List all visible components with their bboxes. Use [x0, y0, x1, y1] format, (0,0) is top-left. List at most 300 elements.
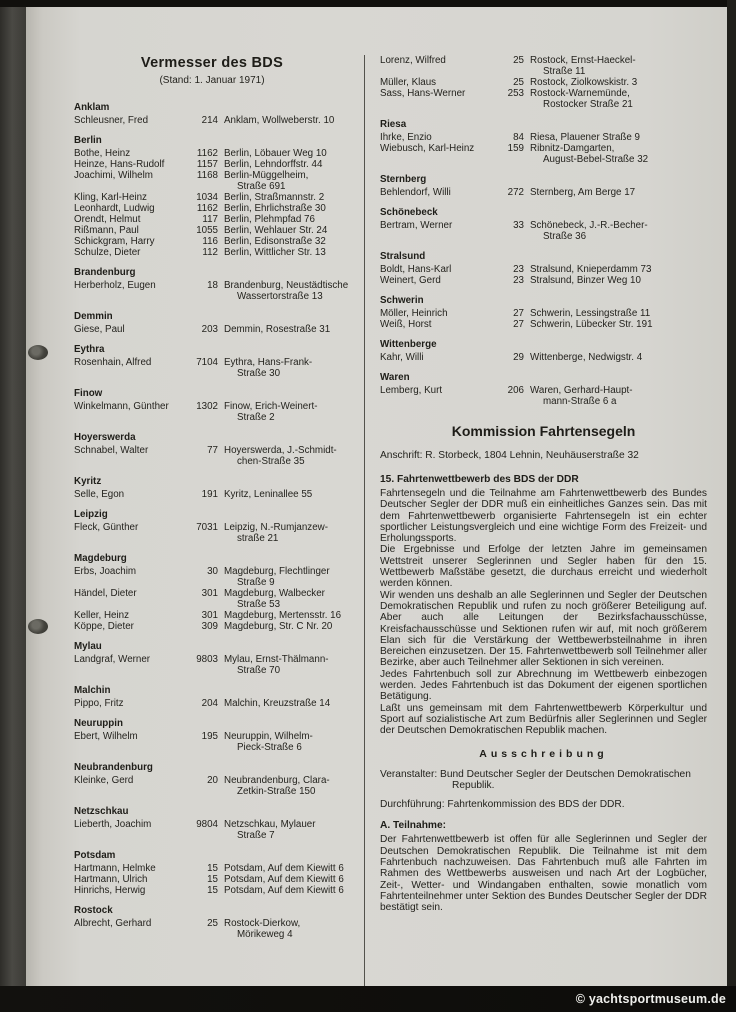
address-line: mann-Straße 6 a: [543, 396, 617, 407]
address-line: Magdeburg, Str. C Nr. 20: [224, 621, 333, 632]
address-line: Schönebeck, J.-R.-Becher-: [530, 220, 648, 231]
scan-left-edge: [0, 0, 27, 1012]
address: [224, 588, 350, 610]
person-name: Hinrichs, Herwig: [74, 885, 146, 896]
address: [224, 566, 350, 588]
address-line: Zetkin-Straße 150: [237, 786, 316, 797]
punch-hole: [28, 345, 48, 360]
address: [530, 220, 707, 242]
address-line: Berlin, Plehmpfad 76: [224, 214, 315, 225]
person-name: Albrecht, Gerhard: [74, 918, 152, 929]
address-line: Berlin, Wittlicher Str. 13: [224, 247, 326, 258]
city-heading: Eythra: [74, 344, 105, 355]
address-line: Mörikeweg 4: [237, 929, 293, 940]
city-group: [74, 905, 350, 940]
address: [224, 522, 350, 544]
city-heading: Finow: [74, 388, 103, 399]
person-name: Behlendorf, Willi: [380, 187, 451, 198]
directory-entry: [74, 236, 350, 247]
directory-entry: [74, 214, 350, 225]
address-line: Rostock-Warnemünde,: [530, 88, 630, 99]
person-name: Schleusner, Fred: [74, 115, 149, 126]
kommission-title: Kommission Fahrtensegeln: [451, 423, 636, 439]
city-group: [74, 850, 350, 896]
ausschreibung-title: Ausschreibung: [479, 747, 608, 760]
postal-code: 15: [207, 874, 218, 885]
postal-code: 159: [507, 143, 524, 154]
directory-entry: [74, 148, 350, 159]
person-name: Giese, Paul: [74, 324, 125, 335]
address: [224, 874, 350, 885]
postal-code: 214: [201, 115, 218, 126]
directory-entry: [74, 324, 350, 335]
postal-code: 9803: [196, 654, 218, 665]
person-name: Hartmann, Ulrich: [74, 874, 148, 885]
address: [224, 324, 350, 335]
address: [224, 247, 350, 258]
address: [224, 357, 350, 379]
person-name: Landgraf, Werner: [74, 654, 151, 665]
address-line: Netzschkau, Mylauer: [224, 819, 316, 830]
person-name: Rißmann, Paul: [74, 225, 139, 236]
city-heading: Wittenberge: [380, 339, 437, 350]
teilnahme-heading: A. Teilnahme:: [380, 820, 447, 832]
address-line: Straße 9: [237, 577, 275, 588]
city-group: [74, 685, 350, 709]
body-paragraph: Laßt uns gemeinsam mit dem Fahrtenwettbewerb Körperkultur und Sport auf sozialistische Art zum Bedürfnis aller Seglerinnen und Segler der Deutschen Demokratischen Republik machen.: [380, 702, 707, 737]
postal-code: 1162: [196, 148, 218, 159]
person-name: Heinze, Hans-Rudolf: [74, 159, 165, 170]
address-line: Brandenburg, Neustädtische: [224, 280, 349, 291]
city-group: [74, 762, 350, 797]
address-line: Neuruppin, Wilhelm-: [224, 731, 313, 742]
address-line: Berlin, Edisonstraße 32: [224, 236, 326, 247]
body-paragraph: Die Ergebnisse und Erfolge der letzten Jahre im gemeinsamen Wettstreit unserer Seglerinnen und Segler haben für den 15. Wettbewerb Maßstäbe gesetzt, die durchaus erreicht und wiederholt werden können.: [380, 544, 707, 590]
person-name: Schnabel, Walter: [74, 445, 149, 456]
person-name: Schulze, Dieter: [74, 247, 141, 258]
body-paragraph: Jedes Fahrtenbuch soll zur Abrechnung im Wettbewerb einbezogen werden. Jedes Fahrtenbuch ist das Dokument der eigenen sportlichen Betätigung.: [380, 668, 707, 703]
person-name: Lemberg, Kurt: [380, 385, 443, 396]
address-line: Pieck-Straße 6: [237, 742, 302, 753]
address-line: Schwerin, Lübecker Str. 191: [530, 319, 653, 330]
address-line: Berlin, Lehndorffstr. 44: [224, 159, 323, 170]
directory-entry: [74, 522, 350, 544]
address-line: Mylau, Ernst-Thälmann-: [224, 654, 329, 665]
directory-entry: [74, 115, 350, 126]
postal-code: 27: [513, 319, 524, 330]
address: [530, 385, 707, 407]
address: [224, 445, 350, 467]
city-heading: Malchin: [74, 685, 111, 696]
postal-code: 15: [207, 885, 218, 896]
city-group: [74, 718, 350, 753]
address-line: Straße 2: [237, 412, 275, 423]
postal-code: 15: [207, 863, 218, 874]
address-line: Neubrandenburg, Clara-: [224, 775, 330, 786]
city-group: [74, 344, 350, 379]
paper: [26, 7, 727, 986]
kommission-address: Anschrift: R. Storbeck, 1804 Lehnin, Neuhäuserstraße 32: [380, 450, 639, 461]
postal-code: 25: [513, 77, 524, 88]
address-line: Magdeburg, Walbecker: [224, 588, 325, 599]
address-line: Sternberg, Am Berge 17: [530, 187, 636, 198]
directory-entry: [380, 132, 707, 143]
person-name: Kling, Karl-Heinz: [74, 192, 147, 203]
postal-code: 77: [207, 445, 218, 456]
postal-code: 272: [507, 187, 524, 198]
postal-code: 30: [207, 566, 218, 577]
address: [224, 489, 350, 500]
city-heading: Hoyerswerda: [74, 432, 136, 443]
address-line: Leipzig, N.-Rumjanzew-: [224, 522, 328, 533]
address-line: Rostocker Straße 21: [543, 99, 633, 110]
person-name: Pippo, Fritz: [74, 698, 124, 709]
address: [224, 159, 350, 170]
city-group: [380, 119, 707, 165]
directory-entry: [380, 275, 707, 286]
address: [224, 698, 350, 709]
city-heading: Riesa: [380, 119, 407, 130]
city-heading: Schwerin: [380, 295, 424, 306]
city-heading: Netzschkau: [74, 806, 129, 817]
city-group: [74, 267, 350, 302]
city-heading: Rostock: [74, 905, 113, 916]
directory-entry: [74, 192, 350, 203]
directory-entry: [74, 863, 350, 874]
city-group: [380, 372, 707, 407]
address: [530, 88, 707, 110]
directory-entry: [74, 170, 350, 192]
directory-entry: [74, 918, 350, 940]
postal-code: 203: [201, 324, 218, 335]
address: [530, 77, 707, 88]
address: [224, 885, 350, 896]
address-line: Anklam, Wollweberstr. 10: [224, 115, 335, 126]
directory-subtitle: (Stand: 1. Januar 1971): [159, 75, 265, 86]
directory-entry: [380, 385, 707, 407]
address-line: Eythra, Hans-Frank-: [224, 357, 313, 368]
person-name: Köppe, Dieter: [74, 621, 134, 632]
person-name: Weiß, Horst: [380, 319, 432, 330]
city-group: [380, 295, 707, 330]
postal-code: 253: [507, 88, 524, 99]
address-line: Rostock, Ernst-Haeckel-: [530, 55, 636, 66]
address-line: Ribnitz-Damgarten,: [530, 143, 615, 154]
veranstalter-line: Veranstalter: Bund Deutscher Segler der Deutschen Demokratischen Republik.: [380, 768, 691, 791]
directory-entry: [380, 308, 707, 319]
postal-code: 1168: [196, 170, 218, 181]
address-line: Wassertorstraße 13: [237, 291, 323, 302]
postal-code: 7031: [196, 522, 218, 533]
directory-entry: [74, 566, 350, 588]
directory-entry: [74, 203, 350, 214]
address-line: Straße 30: [237, 368, 281, 379]
address-line: Straße 7: [237, 830, 275, 841]
city-heading: Neuruppin: [74, 718, 123, 729]
postal-code: 27: [513, 308, 524, 319]
address: [224, 115, 350, 126]
directory-entry: [74, 445, 350, 467]
directory-entry: [74, 247, 350, 258]
postal-code: 18: [207, 280, 218, 291]
address-line: August-Bebel-Straße 32: [543, 154, 649, 165]
city-heading: Kyritz: [74, 476, 102, 487]
person-name: Fleck, Günther: [74, 522, 139, 533]
postal-code: 117: [202, 214, 218, 225]
postal-code: 23: [513, 275, 524, 286]
address-line: Finow, Erich-Weinert-: [224, 401, 318, 412]
city-group: [74, 388, 350, 423]
address: [530, 319, 707, 330]
address-line: Berlin, Ehrlichstraße 30: [224, 203, 326, 214]
scan-top-edge: [0, 0, 736, 7]
address: [224, 863, 350, 874]
directory-entry: [74, 401, 350, 423]
directory-title: Vermesser des BDS: [140, 55, 284, 71]
address: [224, 621, 350, 632]
right-column: [364, 55, 707, 986]
postal-code: 195: [201, 731, 218, 742]
directory-right-groups: [380, 55, 707, 407]
address-line: Straße 70: [237, 665, 281, 676]
postal-code: 204: [201, 698, 218, 709]
directory-entry: [74, 698, 350, 709]
address: [224, 236, 350, 247]
address-line: Stralsund, Binzer Weg 10: [530, 275, 641, 286]
person-name: Schickgram, Harry: [74, 236, 155, 247]
directory-entry: [74, 357, 350, 379]
person-name: Kleinke, Gerd: [74, 775, 134, 786]
address: [530, 264, 707, 275]
postal-code: 116: [202, 236, 218, 247]
address-line: Straße 53: [237, 599, 281, 610]
address-line: Potsdam, Auf dem Kiewitt 6: [224, 863, 344, 874]
address: [224, 401, 350, 423]
person-name: Boldt, Hans-Karl: [380, 264, 452, 275]
postal-code: 191: [201, 489, 218, 500]
city-group: [380, 251, 707, 286]
person-name: Ihrke, Enzio: [380, 132, 432, 143]
person-name: Sass, Hans-Werner: [380, 88, 466, 99]
person-name: Selle, Egon: [74, 489, 125, 500]
postal-code: 1055: [196, 225, 218, 236]
address-line: Stralsund, Knieperdamm 73: [530, 264, 652, 275]
address-line: Waren, Gerhard-Haupt-: [530, 385, 633, 396]
postal-code: 1034: [196, 192, 218, 203]
person-name: Bertram, Werner: [380, 220, 453, 231]
postal-code: 7104: [196, 357, 218, 368]
city-group: [74, 476, 350, 500]
scan-right-edge: [727, 0, 736, 1012]
address: [224, 610, 350, 621]
directory-entry: [74, 775, 350, 797]
directory-entry: [74, 731, 350, 753]
city-group: [74, 806, 350, 841]
address: [530, 275, 707, 286]
person-name: Möller, Heinrich: [380, 308, 448, 319]
person-name: Orendt, Helmut: [74, 214, 141, 225]
address: [530, 55, 707, 77]
person-name: Winkelmann, Günther: [74, 401, 169, 412]
address: [530, 308, 707, 319]
city-heading: Demmin: [74, 311, 113, 322]
postal-code: 25: [207, 918, 218, 929]
address: [224, 654, 350, 676]
person-name: Lieberth, Joachim: [74, 819, 152, 830]
person-name: Erbs, Joachim: [74, 566, 137, 577]
address: [224, 192, 350, 203]
address-line: Straße 11: [543, 66, 586, 77]
address-line: Magdeburg, Mertensstr. 16: [224, 610, 342, 621]
body-paragraph: Wir wenden uns deshalb an alle Seglerinnen und Segler der Deutschen Demokratischen Republik und rufen zu noch größerer Beteiligung auf. Aber auch alle Leitungen der Bezirksfachausschüsse, Kreisfachausschüsse und Sektionen rufen wir auf, mit noch größerem Elan sich für die Verstärkung der Wettbewerbsteilnahme in ihren Bereichen einzusetzen. Der 15. Fahrtenwettbewerb soll Teilnehmer aller Bezirke, aber auch Teilnehmer aller Sektionen in sich vereinen.: [380, 589, 707, 669]
city-group: [74, 432, 350, 467]
address-line: Rostock, Ziolkowskistr. 3: [530, 77, 638, 88]
city-group: [74, 553, 350, 632]
postal-code: 1302: [196, 401, 218, 412]
body-paragraph: Fahrtensegeln und die Teilnahme am Fahrtenwettbewerb des Bundes Deutscher Segler der DDR muß ein einheitliches Ganzes sein. Das mit dem Fahrtenwettbewerb organisierte Fahrtensegeln ist ein echter sportlicher Leistungsvergleich und eine wichtige Form des Freizeit- und Erholungssports.: [380, 488, 707, 545]
person-name: Bothe, Heinz: [74, 148, 131, 159]
address: [224, 775, 350, 797]
watermark-bar: [0, 986, 736, 1012]
postal-code: 29: [513, 352, 524, 363]
directory-entry: [380, 264, 707, 275]
address-line: Riesa, Plauener Straße 9: [530, 132, 640, 143]
address-line: Berlin, Wehlauer Str. 24: [224, 225, 328, 236]
postal-code: 1162: [196, 203, 218, 214]
city-heading: Schönebeck: [380, 207, 438, 218]
address-line: Hoyerswerda, J.-Schmidt-: [224, 445, 337, 456]
postal-code: 33: [513, 220, 524, 231]
address: [224, 918, 350, 940]
person-name: Wiebusch, Karl-Heinz: [380, 143, 475, 154]
city-group: [74, 641, 350, 676]
left-column: [74, 55, 364, 986]
city-heading: Brandenburg: [74, 267, 136, 278]
address-line: Wittenberge, Nedwigstr. 4: [530, 352, 643, 363]
city-group: [380, 55, 707, 110]
address: [224, 225, 350, 236]
directory-left-groups: [74, 102, 350, 940]
directory-entry: [380, 220, 707, 242]
directory-entry: [74, 489, 350, 500]
person-name: Joachimi, Wilhelm: [74, 170, 153, 181]
address-line: Schwerin, Lessingstraße 11: [530, 308, 651, 319]
city-group: [380, 339, 707, 363]
address: [224, 170, 350, 192]
person-name: Kahr, Willi: [380, 352, 424, 363]
person-name: Keller, Heinz: [74, 610, 129, 621]
directory-entry: [380, 88, 707, 110]
directory-entry: [74, 159, 350, 170]
city-group: [74, 102, 350, 126]
address: [530, 352, 707, 363]
directory-entry: [380, 352, 707, 363]
directory-entry: [74, 610, 350, 621]
address: [530, 132, 707, 143]
address-line: Demmin, Rosestraße 31: [224, 324, 331, 335]
address: [530, 143, 707, 165]
directory-entry: [74, 225, 350, 236]
directory-entry: [74, 280, 350, 302]
person-name: Müller, Klaus: [380, 77, 437, 88]
postal-code: 23: [513, 264, 524, 275]
city-group: [380, 174, 707, 198]
address-line: Malchin, Kreuzstraße 14: [224, 698, 331, 709]
address: [224, 819, 350, 841]
person-name: Weinert, Gerd: [380, 275, 441, 286]
address: [224, 148, 350, 159]
postal-code: 25: [513, 55, 524, 66]
directory-entry: [380, 55, 707, 77]
directory-entry: [74, 588, 350, 610]
directory-entry: [74, 874, 350, 885]
person-name: Herberholz, Eugen: [74, 280, 156, 291]
person-name: Ebert, Wilhelm: [74, 731, 138, 742]
city-heading: Berlin: [74, 135, 102, 146]
person-name: Leonhardt, Ludwig: [74, 203, 155, 214]
address-line: Berlin-Müggelheim,: [224, 170, 309, 181]
address-line: Berlin, Löbauer Weg 10: [224, 148, 327, 159]
city-group: [74, 311, 350, 335]
city-group: [380, 207, 707, 242]
address: [224, 214, 350, 225]
city-heading: Sternberg: [380, 174, 427, 185]
address: [530, 187, 707, 198]
copyright-watermark: © yachtsportmuseum.de: [575, 992, 726, 1006]
postal-code: 1157: [196, 159, 218, 170]
postal-code: 309: [201, 621, 218, 632]
person-name: Hartmann, Helmke: [74, 863, 156, 874]
address-line: chen-Straße 35: [237, 456, 305, 467]
city-group: [74, 135, 350, 258]
city-heading: Stralsund: [380, 251, 426, 262]
postal-code: 20: [207, 775, 218, 786]
postal-code: 301: [201, 610, 218, 621]
postal-code: 112: [202, 247, 218, 258]
punch-hole: [28, 619, 48, 634]
directory-entry: [380, 143, 707, 165]
directory-entry: [380, 187, 707, 198]
teilnahme-text: Der Fahrtenwettbewerb ist offen für alle Seglerinnen und Segler der Deutschen Demokratischen Republik. Die Teilnahme ist mit dem Fahrtenbuch nachzuweisen. Das Fahrtenbuch muß alle Fahrten im Rahmen des Wettbewerbs ausweisen und nach Art der Logbücher, Zeit-, Wetter- und Windangaben enthalten, sowie monatlich vom Fahrtenteilnehmer unter Sektion des Bundes Deutscher Segler der DDR bestätigt sein.: [380, 834, 707, 914]
city-heading: Mylau: [74, 641, 102, 652]
city-group: [74, 509, 350, 544]
directory-entry: [74, 885, 350, 896]
address-line: Berlin, Straßmannstr. 2: [224, 192, 325, 203]
person-name: Rosenhain, Alfred: [74, 357, 152, 368]
directory-entry: [74, 621, 350, 632]
address-line: Rostock-Dierkow,: [224, 918, 301, 929]
section-heading: 15. Fahrtenwettbewerb des BDS der DDR: [380, 474, 579, 485]
directory-entry: [74, 654, 350, 676]
postal-code: 206: [507, 385, 524, 396]
city-heading: Magdeburg: [74, 553, 127, 564]
address-line: Potsdam, Auf dem Kiewitt 6: [224, 885, 344, 896]
postal-code: 301: [201, 588, 218, 599]
person-name: Lorenz, Wilfred: [380, 55, 446, 66]
directory-entry: [74, 819, 350, 841]
page-content: [26, 7, 727, 986]
address: [224, 731, 350, 753]
address-line: straße 21: [237, 533, 279, 544]
address-line: Kyritz, Leninallee 55: [224, 489, 313, 500]
person-name: Händel, Dieter: [74, 588, 137, 599]
address: [224, 280, 350, 302]
city-heading: Neubrandenburg: [74, 762, 153, 773]
directory-entry: [380, 77, 707, 88]
address-line: Magdeburg, Flechtlinger: [224, 566, 330, 577]
directory-entry: [380, 319, 707, 330]
address-line: Straße 36: [543, 231, 587, 242]
